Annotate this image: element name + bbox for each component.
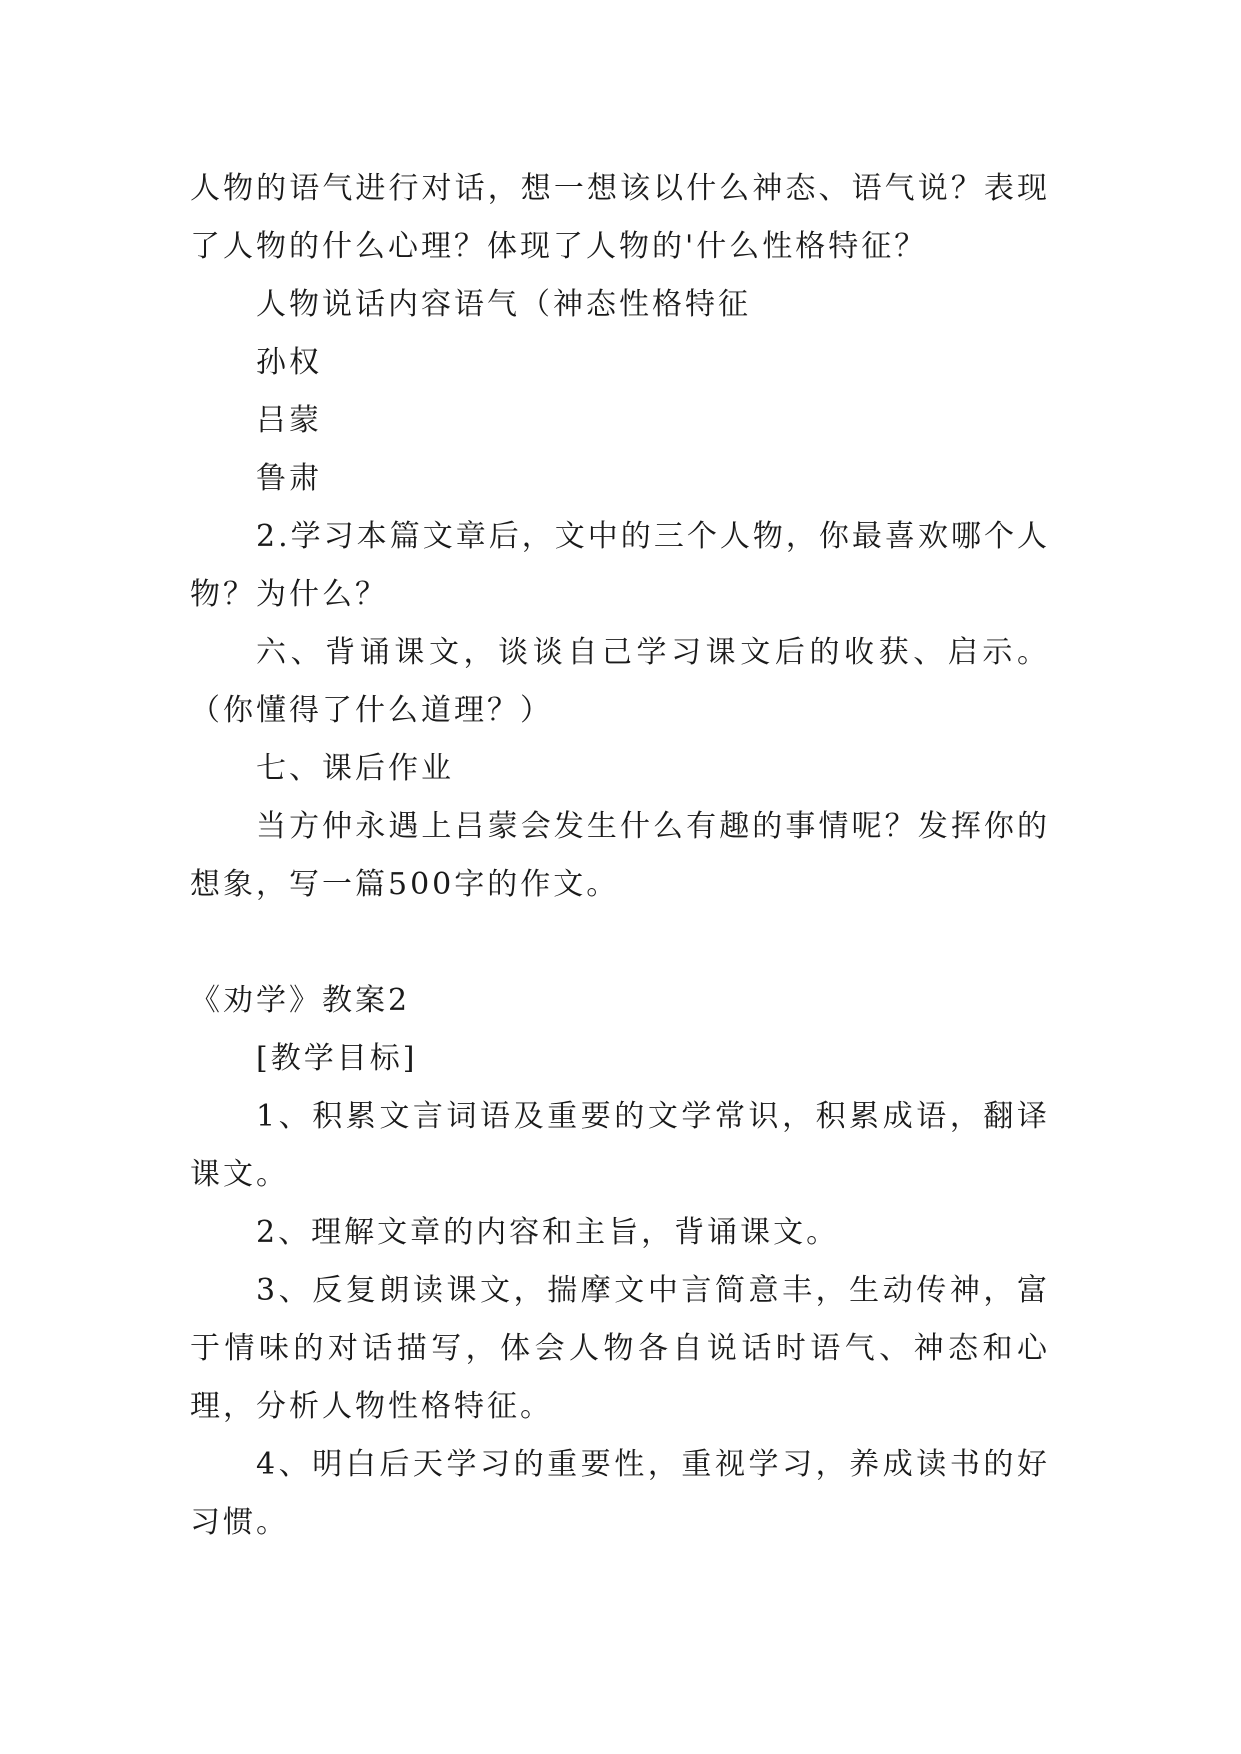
character-sun-quan: 孙权 xyxy=(256,345,322,380)
character-lu-su: 鲁肃 xyxy=(256,461,322,496)
goal-3: 3、反复朗读课文，揣摩文中言简意丰，生动传神，富于情味的对话描写，体会人物各自说话时语气、神态和心理，分析人物性格特征。 xyxy=(190,1273,1050,1424)
character-lu-meng: 吕蒙 xyxy=(256,403,322,438)
section-title: 《劝学》教案2 xyxy=(190,983,411,1018)
homework-paragraph: 当方仲永遇上吕蒙会发生什么有趣的事情呢？发挥你的想象，写一篇500字的作文。 xyxy=(190,809,1050,902)
question-2: 2.学习本篇文章后，文中的三个人物，你最喜欢哪个人物？为什么？ xyxy=(190,519,1050,612)
goal-2: 2、理解文章的内容和主旨，背诵课文。 xyxy=(256,1215,840,1250)
goal-1: 1、积累文言词语及重要的文学常识，积累成语，翻译课文。 xyxy=(190,1099,1050,1192)
table-header-line: 人物说话内容语气（神态性格特征 xyxy=(256,287,751,322)
teaching-goals-heading: [教学目标] xyxy=(256,1041,418,1076)
step-seven-heading: 七、课后作业 xyxy=(256,751,454,786)
document-body xyxy=(190,160,1050,1552)
goal-4: 4、明白后天学习的重要性，重视学习，养成读书的好习惯。 xyxy=(190,1447,1050,1540)
paragraph: 人物的语气进行对话，想一想该以什么神态、语气说？表现了人物的什么心理？体现了人物的'什么性格特征？ xyxy=(190,171,1050,264)
step-six: 六、背诵课文，谈谈自己学习课文后的收获、启示。（你懂得了什么道理？） xyxy=(190,635,1050,728)
